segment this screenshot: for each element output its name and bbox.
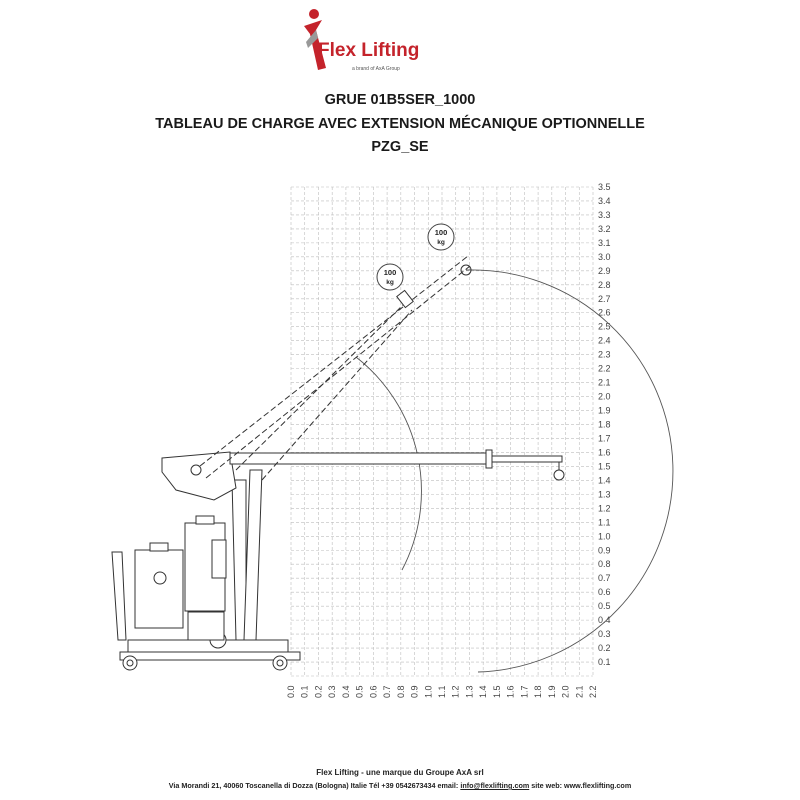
y-tick-label: 1.9 xyxy=(598,405,611,416)
y-tick-label: 3.1 xyxy=(598,237,611,248)
y-tick-label: 2.0 xyxy=(598,391,611,402)
hydraulic-cylinder xyxy=(244,470,262,640)
boom-raised-clamp xyxy=(397,290,413,307)
y-tick-label: 2.4 xyxy=(598,335,611,346)
mast xyxy=(232,480,246,640)
boom-extension-clamp xyxy=(486,450,492,468)
footer-address: Via Morandi 21, 40060 Toscanella di Dozza (Bologna) Italie Tél +39 0542673434 email: xyxy=(168,781,461,790)
y-tick-label: 0.8 xyxy=(598,559,611,570)
y-tick-label: 2.5 xyxy=(598,321,611,332)
y-tick-label: 2.8 xyxy=(598,279,611,290)
y-axis-ticks xyxy=(598,182,611,667)
x-tick-label: 0.2 xyxy=(313,685,324,698)
crane-illustration xyxy=(112,256,564,670)
x-axis-ticks xyxy=(286,685,598,698)
y-tick-label: 0.7 xyxy=(598,573,611,584)
x-tick-label: 1.0 xyxy=(423,685,434,698)
brand-name: Flex Lifting xyxy=(318,40,420,61)
y-tick-label: 3.4 xyxy=(598,195,611,206)
y-tick-label: 0.3 xyxy=(598,629,611,640)
x-tick-label: 0.1 xyxy=(299,685,310,698)
boom-raised-lower xyxy=(206,266,470,478)
chart-title: TABLEAU DE CHARGE AVEC EXTENSION MÉCANIQUE OPTIONNELLE xyxy=(155,116,645,132)
x-tick-label: 0.9 xyxy=(409,685,420,698)
y-tick-label: 2.7 xyxy=(598,293,611,304)
load-tag-extension-value: 100 xyxy=(434,228,448,237)
wheel-left xyxy=(123,656,137,670)
x-tick-label: 0.4 xyxy=(340,685,351,698)
y-tick-label: 1.2 xyxy=(598,503,611,514)
pump-housing xyxy=(188,612,224,640)
y-tick-label: 3.3 xyxy=(598,209,611,220)
product-title: GRUE 01B5SER_1000 xyxy=(324,92,476,108)
load-tag-standard-value: 100 xyxy=(383,268,397,277)
boom-raised-outline xyxy=(200,256,470,480)
y-tick-label: 0.9 xyxy=(598,545,611,556)
push-handle xyxy=(112,552,126,640)
x-tick-label: 1.4 xyxy=(478,685,489,698)
x-tick-label: 0.0 xyxy=(286,685,296,698)
model-code: PZG_SE xyxy=(371,139,429,155)
y-tick-label: 1.4 xyxy=(598,475,611,486)
x-tick-label: 0.7 xyxy=(382,685,393,698)
x-tick-label: 0.3 xyxy=(327,685,338,698)
load-tag-standard xyxy=(377,264,403,290)
footer-site-label: site web: xyxy=(529,781,564,790)
battery-box-lid xyxy=(150,543,168,551)
y-tick-label: 1.0 xyxy=(598,531,611,542)
y-tick-label: 1.5 xyxy=(598,461,611,472)
chart-grid xyxy=(291,187,593,676)
boom-pivot-head xyxy=(162,452,236,500)
x-tick-label: 1.7 xyxy=(519,685,530,698)
y-tick-label: 2.2 xyxy=(598,363,611,374)
boom-extension-horizontal xyxy=(492,456,562,462)
battery-box xyxy=(135,550,183,628)
y-tick-label: 2.9 xyxy=(598,265,611,276)
footer-contact xyxy=(0,781,800,790)
x-tick-label: 1.9 xyxy=(546,685,557,698)
boom-raised-upper xyxy=(200,256,468,466)
y-tick-label: 0.5 xyxy=(598,601,611,612)
y-tick-label: 2.6 xyxy=(598,307,611,318)
load-tag-extension-unit: kg xyxy=(437,239,445,246)
y-tick-label: 2.1 xyxy=(598,377,611,388)
y-tick-label: 1.8 xyxy=(598,419,611,430)
x-tick-label: 0.8 xyxy=(395,685,406,698)
x-tick-label: 2.0 xyxy=(560,685,571,698)
hydraulic-unit-cap xyxy=(196,516,214,524)
x-tick-label: 1.6 xyxy=(505,685,516,698)
x-tick-label: 1.3 xyxy=(464,685,475,698)
footer-email-link[interactable]: info@flexlifting.com xyxy=(460,781,530,790)
load-tag-standard-unit: kg xyxy=(386,279,394,286)
y-tick-label: 1.3 xyxy=(598,489,611,500)
y-tick-label: 3.0 xyxy=(598,251,611,262)
x-tick-label: 1.5 xyxy=(491,685,502,698)
y-tick-label: 1.1 xyxy=(598,517,611,528)
footer-website[interactable]: www.flexlifting.com xyxy=(563,781,632,790)
y-tick-label: 0.2 xyxy=(598,643,611,654)
x-tick-label: 1.2 xyxy=(450,685,461,698)
y-tick-label: 2.3 xyxy=(598,349,611,360)
y-tick-label: 3.2 xyxy=(598,223,611,234)
footer-company: Flex Lifting - une marque du Groupe AxA srl xyxy=(316,768,484,777)
x-tick-label: 0.6 xyxy=(368,685,379,698)
control-box xyxy=(212,540,226,578)
y-tick-label: 1.6 xyxy=(598,447,611,458)
load-tag-extension xyxy=(428,224,454,250)
reach-arc-extension xyxy=(466,270,673,672)
x-tick-label: 0.5 xyxy=(354,685,365,698)
hook-horizontal xyxy=(554,470,564,480)
x-tick-label: 1.1 xyxy=(437,685,447,698)
y-tick-label: 0.6 xyxy=(598,587,611,598)
x-tick-label: 2.2 xyxy=(588,685,598,698)
crane-base-rail xyxy=(120,652,300,660)
y-tick-label: 3.5 xyxy=(598,182,611,192)
y-tick-label: 0.4 xyxy=(598,615,611,626)
boom-horizontal xyxy=(230,453,492,464)
y-tick-label: 0.1 xyxy=(598,657,611,668)
wheel-right xyxy=(273,656,287,670)
y-tick-label: 1.7 xyxy=(598,433,611,444)
x-tick-label: 2.1 xyxy=(574,685,585,698)
brand-tagline: a brand of AxA Group xyxy=(352,66,400,72)
x-tick-label: 1.8 xyxy=(533,685,544,698)
